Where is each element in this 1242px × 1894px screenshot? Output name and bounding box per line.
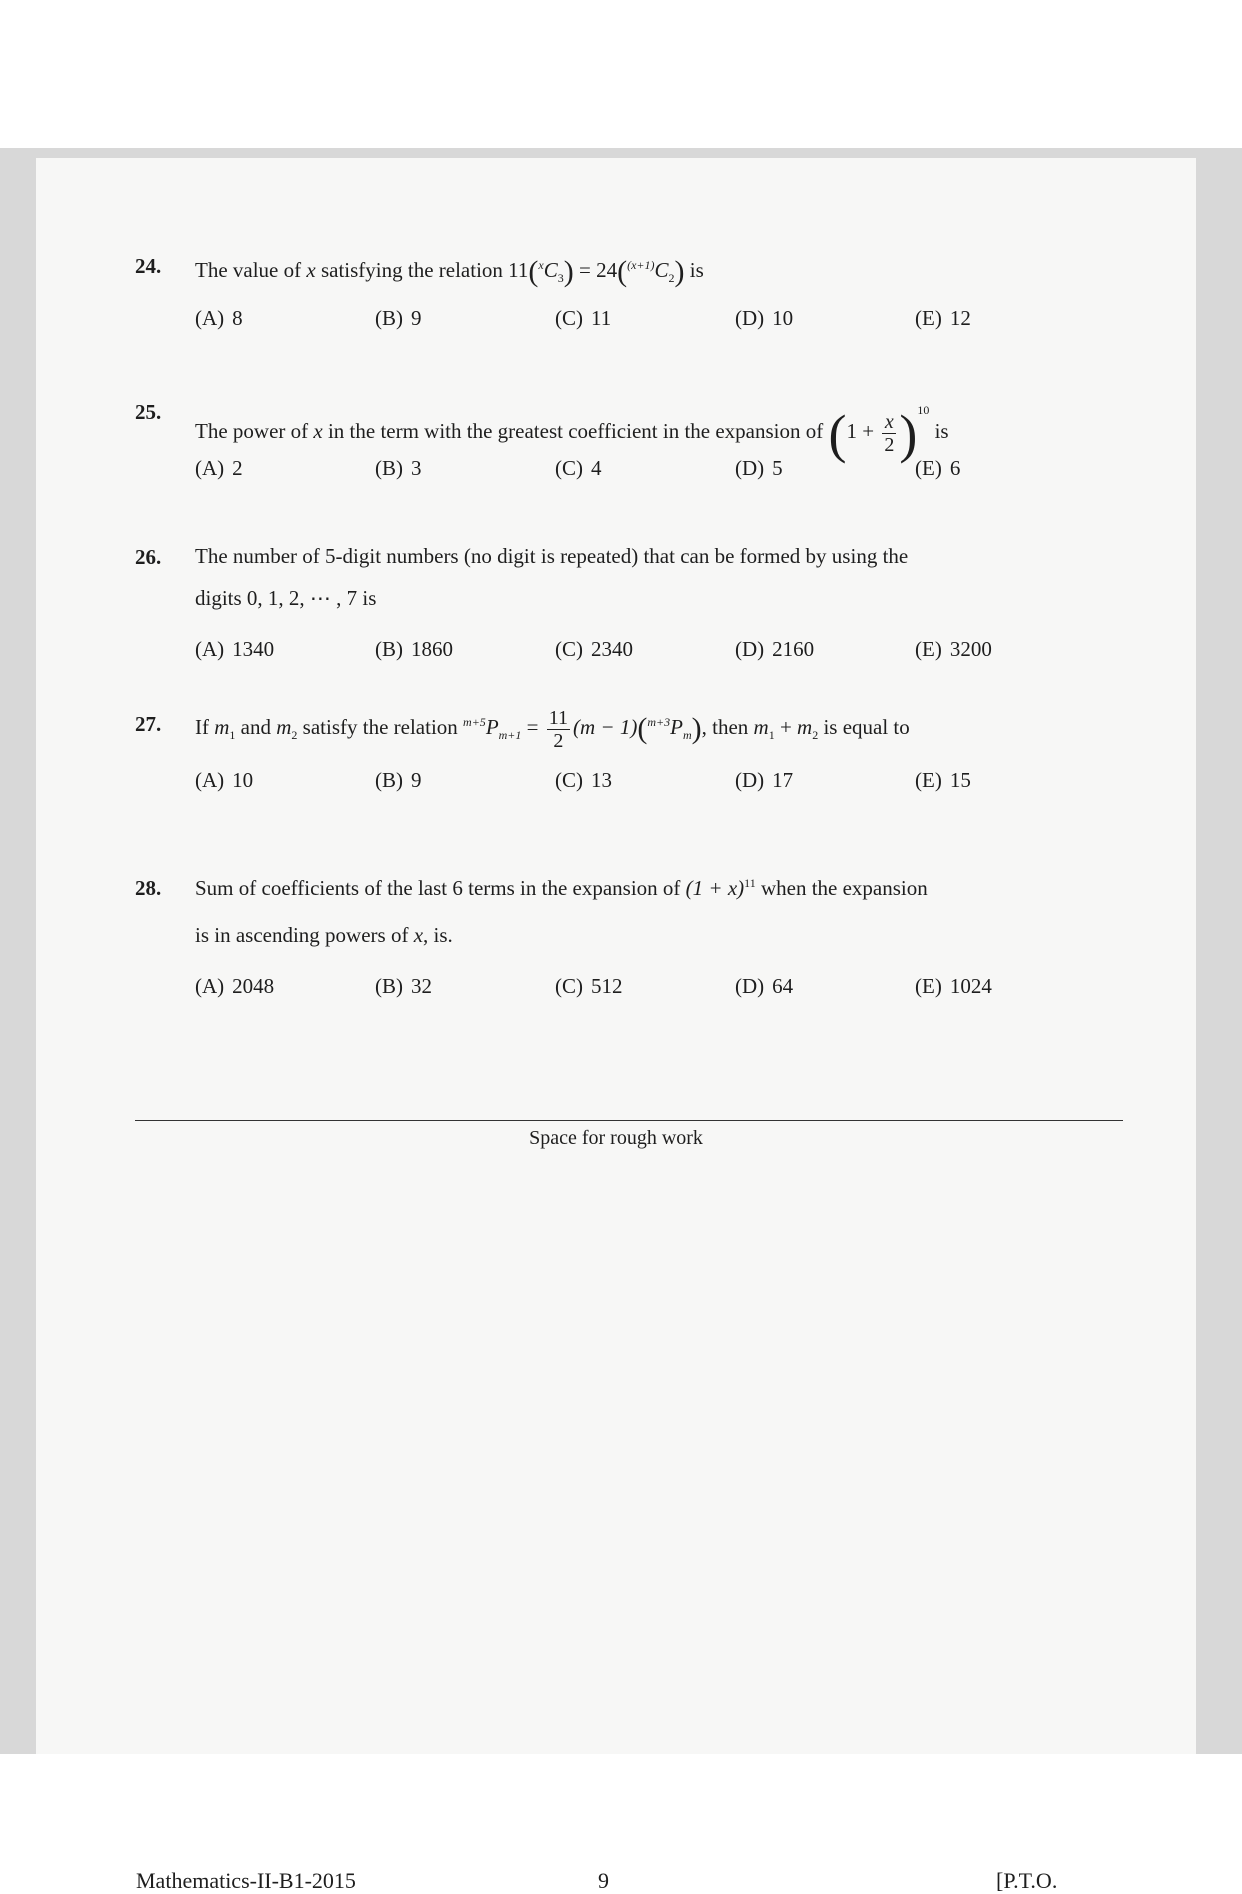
divider-rule	[135, 1120, 1123, 1121]
rough-work-label: Space for rough work	[529, 1127, 703, 1149]
option-e[interactable]: (E) 12	[915, 306, 971, 330]
question-text	[195, 244, 1120, 288]
option-e[interactable]: (E) 1024	[915, 974, 992, 998]
option-d[interactable]: (D) 2160	[735, 637, 815, 661]
option-b[interactable]: (B) 32	[375, 974, 432, 998]
question-line: The number of 5-digit numbers (no digit is repeated) that can be formed by using the	[195, 544, 909, 568]
option-a[interactable]: (A) 2048	[195, 974, 275, 998]
option-e[interactable]: (E) 15	[915, 768, 971, 792]
question-number: 24.	[135, 254, 162, 278]
option-d[interactable]: (D) 64	[735, 974, 794, 998]
option-d[interactable]: (D) 17	[735, 768, 794, 792]
option-a[interactable]: (A) 8	[195, 306, 243, 330]
option-c[interactable]: (C) 13	[555, 768, 612, 792]
footer-paper-code: Mathematics-II-B1-2015	[136, 1868, 356, 1893]
option-b[interactable]: (B) 9	[375, 306, 422, 330]
option-e[interactable]: (E) 3200	[915, 637, 992, 661]
question-text	[195, 535, 1120, 621]
question-number: 25.	[135, 400, 162, 424]
option-c[interactable]: (C) 2340	[555, 637, 633, 661]
answer-options	[195, 637, 1135, 667]
question-text	[195, 692, 1120, 752]
question-number: 27.	[135, 712, 162, 736]
question-line: The value of x satisfying the relation $11(^xC_3) = 24(^{(x+1)}C_2)$ is	[195, 255, 704, 288]
option-b[interactable]: (B) 9	[375, 768, 422, 792]
answer-options	[195, 306, 1135, 336]
fraction: $\frac{x}{2}$	[884, 410, 895, 456]
option-c[interactable]: (C) 11	[555, 306, 612, 330]
question-number: 28.	[135, 876, 162, 900]
fraction: $\frac{11}{2}$	[548, 706, 569, 752]
question-line: digits 0, 1, 2, ⋯ , 7 is	[195, 586, 377, 610]
exam-page	[36, 158, 1196, 1893]
question-line: The power of x in the term with the greatest coefficient in the expansion of (1 + $\frac{x}{2}$ )$^{10}$ is	[195, 403, 949, 464]
option-a[interactable]: (A) 10	[195, 768, 254, 792]
option-c[interactable]: (C) 512	[555, 974, 623, 998]
question-number: 26.	[135, 545, 162, 569]
question-line: Sum of coefficients of the last 6 terms in the expansion of $(1 + x)^{11}$ when the expansion	[195, 876, 928, 900]
answer-options	[195, 974, 1135, 1004]
question-text	[195, 862, 1120, 958]
option-e[interactable]: (E) 6	[915, 456, 961, 480]
footer-page-number: 9	[598, 1868, 609, 1893]
option-a[interactable]: (A) 2	[195, 456, 243, 480]
footer-pto: [P.T.O.	[996, 1868, 1058, 1893]
option-d[interactable]: (D) 10	[735, 306, 794, 330]
question-text	[195, 380, 1120, 464]
question-line: If $m_1$ and $m_2$ satisfy the relation $^{m+5}P_{m+1}$ = $\frac{11}{2}$ $(m - 1)(^{m+3}P_m)$, then $m_1 + m_2$ is equal to	[195, 706, 910, 752]
question-line: is in ascending powers of x, is.	[195, 923, 453, 947]
option-b[interactable]: (B) 3	[375, 456, 422, 480]
option-b[interactable]: (B) 1860	[375, 637, 453, 661]
option-c[interactable]: (C) 4	[555, 456, 602, 480]
option-d[interactable]: (D) 5	[735, 456, 783, 480]
answer-options	[195, 768, 1135, 798]
answer-options	[195, 456, 1135, 486]
option-a[interactable]: (A) 1340	[195, 637, 275, 661]
